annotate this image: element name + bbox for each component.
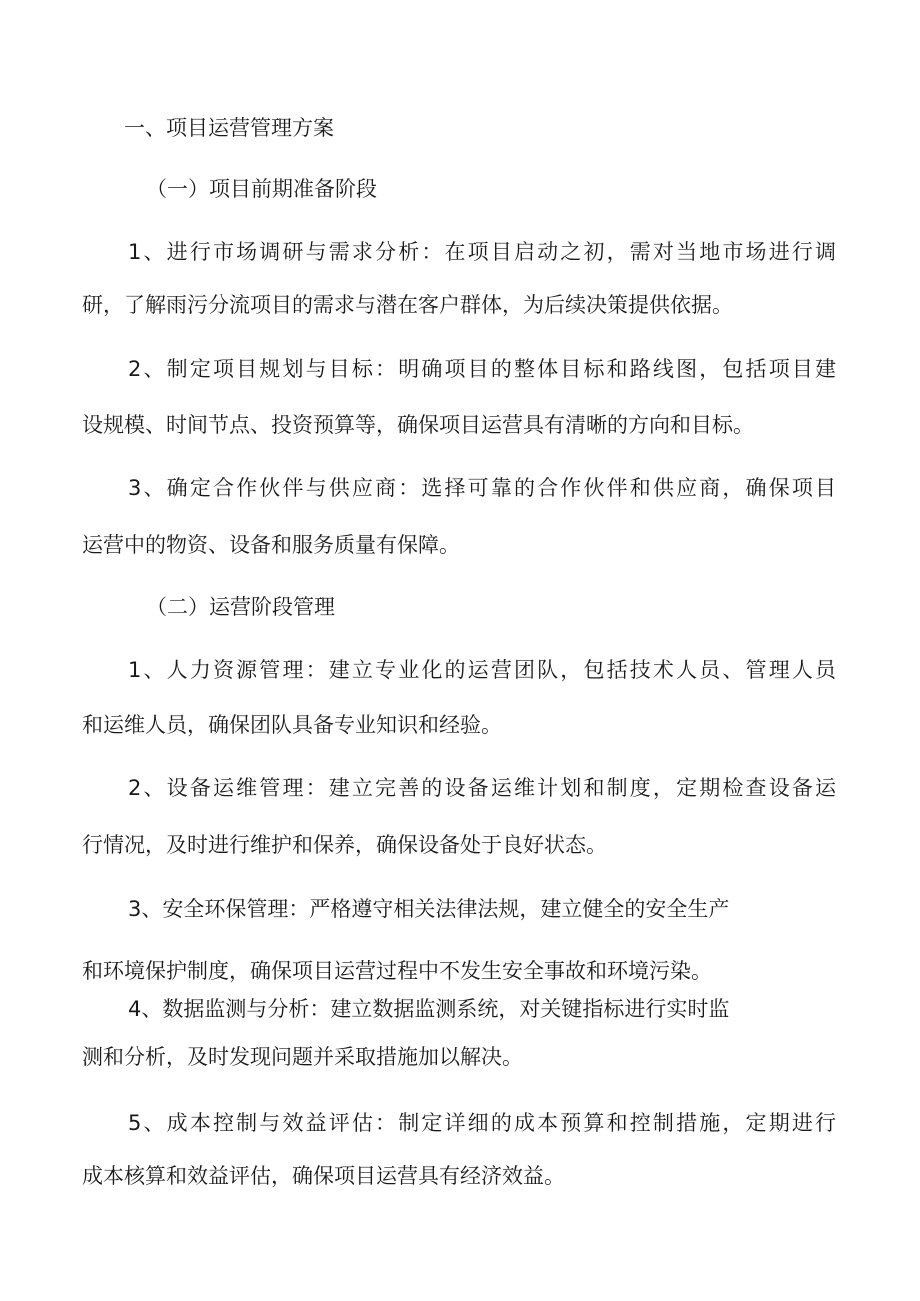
part1-item-2-line2: 设规模、时间节点、投资预算等，确保项目运营具有清晰的方向和目标。 <box>82 413 754 437</box>
section-title: 一、项目运营管理方案 <box>124 116 334 140</box>
part1-item-3-line2: 运营中的物资、设备和服务质量有保障。 <box>82 533 460 557</box>
part1-heading: （一）项目前期准备阶段 <box>146 177 377 201</box>
part2-item-5-line1: 5、成本控制与效益评估：制定详细的成本预算和控制措施，定期进行 <box>128 1111 836 1135</box>
part1-item-1-line2: 研，了解雨污分流项目的需求与潜在客户群体，为后续决策提供依据。 <box>82 293 733 317</box>
part2-item-3-line2: 和环境保护制度，确保项目运营过程中不发生安全事故和环境污染。 <box>82 959 712 983</box>
part2-item-3-line1: 3、安全环保管理：严格遵守相关法律法规，建立健全的安全生产 <box>128 897 730 921</box>
part1-item-1-line1: 1、进行市场调研与需求分析：在项目启动之初，需对当地市场进行调 <box>128 240 836 264</box>
part2-item-2-line1: 2、设备运维管理：建立完善的设备运维计划和制度，定期检查设备运 <box>128 776 836 800</box>
part2-item-4-line1: 4、数据监测与分析：建立数据监测系统，对关键指标进行实时监 <box>128 997 730 1021</box>
part2-item-5-line2: 成本核算和效益评估，确保项目运营具有经济效益。 <box>82 1164 565 1188</box>
part1-item-2-line1: 2、制定项目规划与目标：明确项目的整体目标和路线图，包括项目建 <box>128 357 836 381</box>
part1-item-3-line1: 3、确定合作伙伴与供应商：选择可靠的合作伙伴和供应商，确保项目 <box>128 476 836 500</box>
part2-item-1-line2: 和运维人员，确保团队具备专业知识和经验。 <box>82 713 502 737</box>
part2-item-4-line2: 测和分析，及时发现问题并采取措施加以解决。 <box>82 1045 523 1069</box>
part2-heading: （二）运营阶段管理 <box>146 595 335 619</box>
part2-item-1-line1: 1、人力资源管理：建立专业化的运营团队，包括技术人员、管理人员 <box>128 658 836 682</box>
part2-item-2-line2: 行情况，及时进行维护和保养，确保设备处于良好状态。 <box>82 833 607 857</box>
